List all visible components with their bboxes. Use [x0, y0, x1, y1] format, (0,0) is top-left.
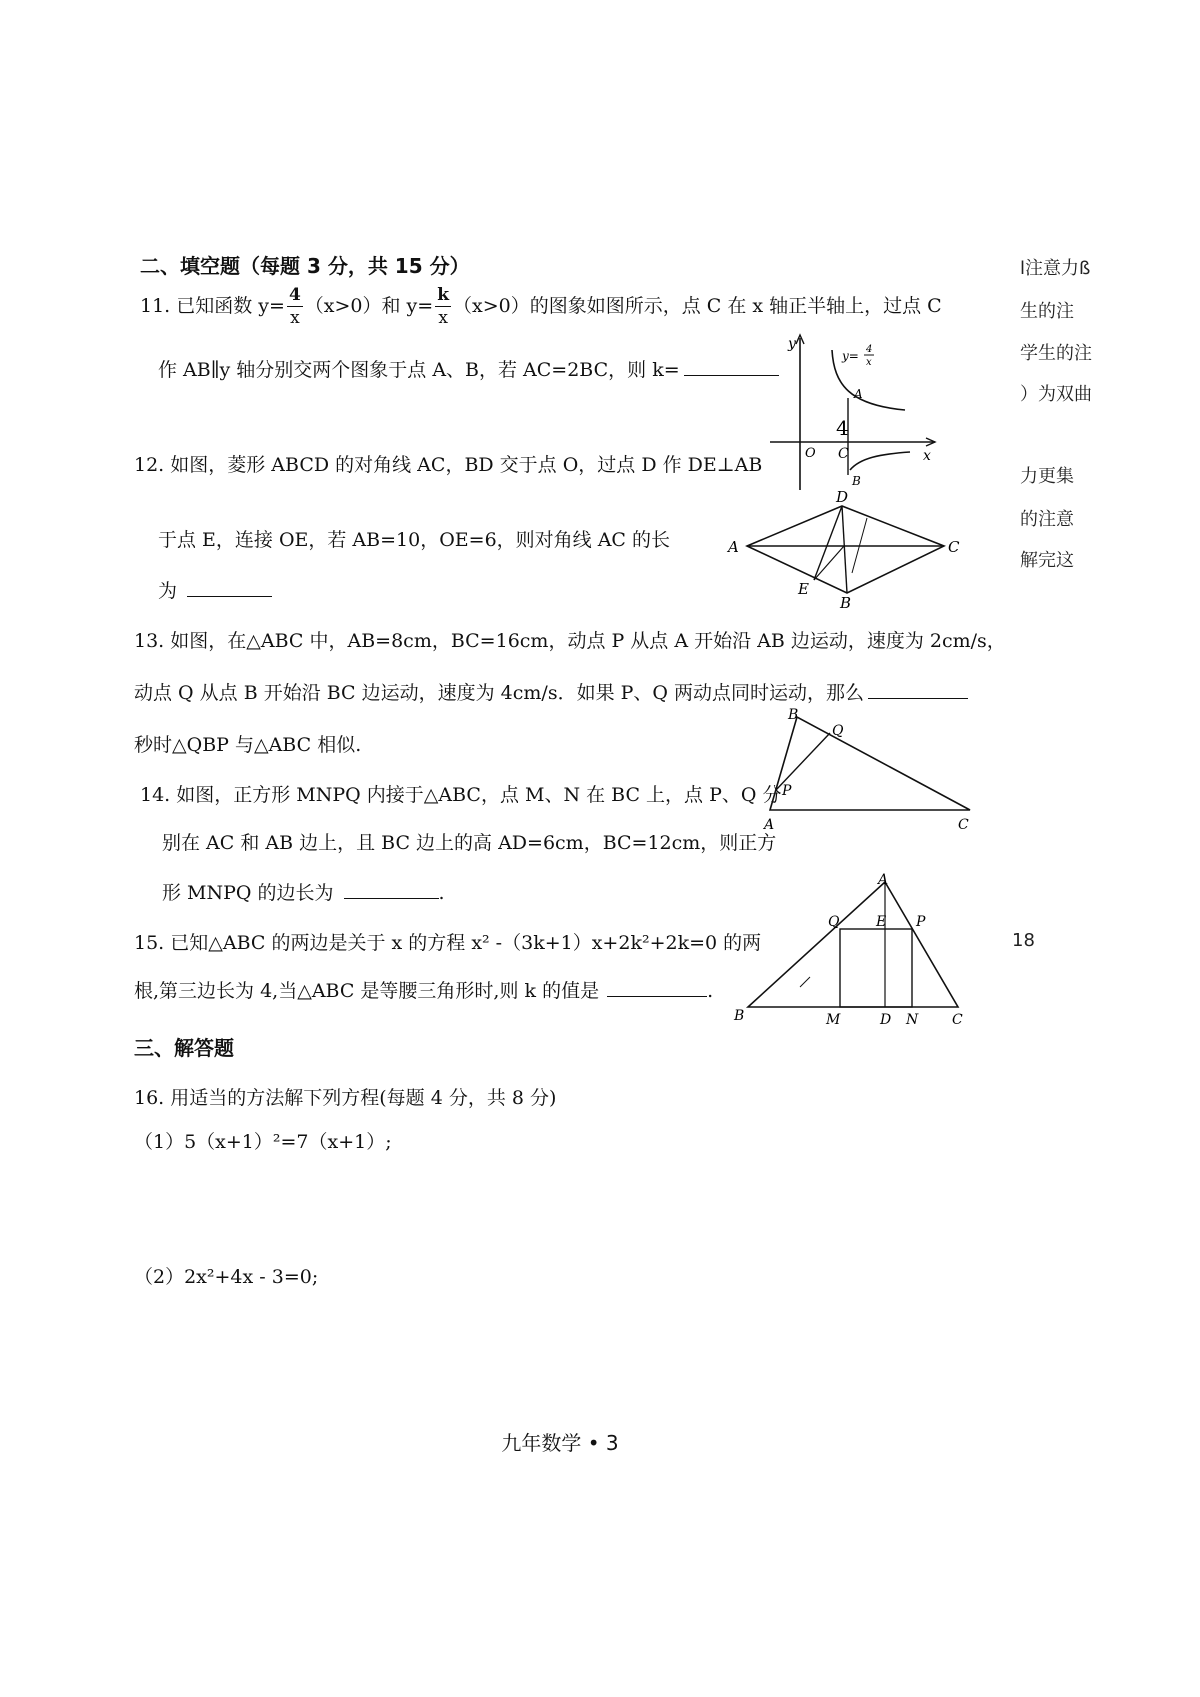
question-14-line-1: 14. 如图，正方形 MNPQ 内接于△ABC，点 M、N 在 BC 上，点 P、Q 分 [140, 784, 782, 806]
q11-frac2-num: k [437, 285, 449, 305]
q11-label-O: O [805, 446, 816, 461]
q13-figure-triangle [752, 705, 982, 835]
margin-text-1: l注意力ß [1020, 258, 1091, 279]
q11-label-A: A [854, 387, 863, 401]
q12-line3-text: 为 [158, 580, 178, 602]
q15-line2-text: 根,第三边长为 4,当△ABC 是等腰三角形时,则 k 的值是 [134, 980, 600, 1002]
question-16-part-2: （2）2x²+4x - 3=0; [134, 1266, 319, 1288]
q14-label-D: D [880, 1012, 892, 1027]
q11-curve-label-num: 4 [866, 344, 873, 355]
q12-label-A: A [728, 538, 739, 556]
q12-label-B: B [840, 594, 852, 612]
q14-figure-square-in-triangle [730, 872, 975, 1027]
q12-label-C: C [948, 538, 960, 556]
q14-label-E: E [876, 914, 887, 930]
q11-label-C: C [838, 446, 849, 462]
q14-label-P: P [916, 914, 926, 930]
q12-rhombus-ABCD [747, 506, 944, 593]
margin-text-7: 解完这 [1020, 550, 1074, 571]
question-12-line-2: 于点 E，连接 OE，若 AB=10，OE=6，则对角线 AC 的长 [158, 529, 671, 551]
question-11-line-2 [158, 355, 779, 382]
q13-triangle-ABC [770, 717, 970, 810]
q11-label-y: y [788, 336, 796, 352]
question-16-part-1: （1）5（x+1）²=7（x+1）; [134, 1131, 392, 1153]
question-12-line-3 [158, 576, 272, 603]
question-13-line-2 [134, 678, 968, 705]
q12-figure-rhombus [722, 488, 972, 613]
margin-text-6: 的注意 [1020, 509, 1074, 530]
q12-segment-OE [814, 546, 844, 580]
q14-label-B: B [734, 1008, 745, 1024]
q11-fraction-2 [435, 287, 451, 327]
q15-answer-blank[interactable] [607, 980, 707, 997]
q13-label-P: P [782, 783, 792, 799]
q11-figure-graph [760, 330, 940, 495]
q11-curve-label-prefix: y= [842, 349, 859, 363]
q11-curve-label-den: x [866, 357, 872, 368]
question-12-line-1: 12. 如图，菱形 ABCD 的对角线 AC，BD 交于点 O，过点 D 作 DE⊥AB [134, 454, 763, 476]
q11-suffix: （x>0）的图象如图所示，点 C 在 x 轴正半轴上，过点 C [453, 295, 942, 317]
question-15-line-2 [134, 976, 713, 1003]
margin-text-8: 18 [1012, 930, 1035, 951]
question-13-line-3: 秒时△QBP 与△ABC 相似. [134, 734, 362, 756]
q13-label-A: A [764, 817, 775, 833]
question-16-title: 16. 用适当的方法解下列方程(每题 4 分，共 8 分) [134, 1087, 557, 1109]
q11-frac1-num: 4 [288, 285, 301, 305]
q11-frac1-den: x [290, 308, 300, 328]
q12-diagonal-BD [842, 506, 847, 593]
q14-square-MNPQ [840, 929, 912, 1007]
q15-line2-end: . [707, 980, 714, 1002]
q13-line2-text: 动点 Q 从点 B 开始沿 BC 边运动，速度为 4cm/s．如果 P、Q 两动点同时运动，那么 [134, 682, 865, 704]
margin-text-4: ）为双曲 [1020, 384, 1092, 405]
section-3-heading: 三、解答题 [134, 1036, 234, 1060]
q12-label-E: E [798, 580, 809, 598]
question-14-line-3 [162, 878, 445, 905]
q11-fraction-1 [287, 287, 303, 327]
q13-label-Q: Q [832, 723, 844, 739]
question-15-line-1: 15. 已知△ABC 的两边是关于 x 的方程 x² -（3k+1）x+2k²+2k=0 的两 [134, 932, 762, 954]
margin-text-2: 生的注 [1020, 301, 1074, 322]
q13-answer-blank[interactable] [868, 682, 968, 699]
q12-answer-blank[interactable] [187, 580, 272, 597]
q13-label-B: B [788, 707, 799, 723]
q11-prefix: 11. 已知函数 y= [140, 295, 285, 317]
q14-triangle-ABC [748, 882, 958, 1007]
q14-label-N: N [906, 1012, 919, 1027]
q12-segment-DE [814, 506, 842, 580]
q14-pencil-mark [800, 977, 810, 987]
question-14-line-2: 别在 AC 和 AB 边上，且 BC 边上的高 AD=6cm，BC=12cm，则正方 [162, 832, 777, 854]
q11-label-B: B [852, 474, 861, 488]
q14-label-M: M [826, 1012, 841, 1027]
q12-label-D: D [836, 488, 849, 506]
q11-line2-text: 作 AB∥y 轴分别交两个图象于点 A、B，若 AC=2BC，则 k= [158, 359, 680, 381]
margin-text-5: 力更集 [1020, 466, 1074, 487]
page-footer: 九年数学 • 3 [501, 1431, 619, 1455]
q11-frac2-den: x [438, 308, 448, 328]
q14-line3-text: 形 MNPQ 的边长为 [162, 882, 334, 904]
q13-label-C: C [958, 817, 969, 833]
q11-curve-y-k-over-x [850, 452, 910, 470]
question-11-line-1 [140, 287, 942, 327]
q14-label-A: A [878, 872, 889, 888]
q14-answer-blank[interactable] [344, 882, 439, 899]
q14-label-Q: Q [828, 914, 840, 930]
section-2-heading: 二、填空题（每题 3 分，共 15 分） [140, 254, 470, 278]
question-13-line-1: 13. 如图，在△ABC 中，AB=8cm，BC=16cm，动点 P 从点 A 开始沿 AB 边运动，速度为 2cm/s， [134, 630, 1006, 652]
q14-line3-end: . [438, 882, 445, 904]
q11-label-x: x [923, 448, 931, 464]
margin-text-3: 学生的注 [1020, 343, 1092, 364]
q11-mid: （x>0）和 y= [304, 295, 434, 317]
q11-handwritten-4: 4 [836, 416, 849, 440]
q14-label-C: C [952, 1012, 963, 1027]
